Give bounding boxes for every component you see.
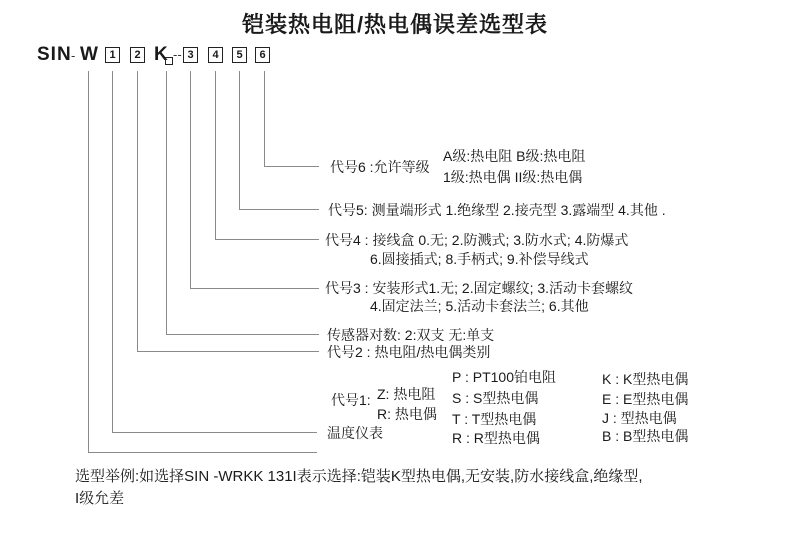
model-code-digit-box-1: 1 [105,47,120,63]
branch-label-code4: 代号4 : 接线盒 0.无; 2.防溅式; 3.防水式; 4.防爆式 [325,232,629,248]
branch-label-code5: 代号5: 测量端形式 1.绝缘型 2.接壳型 3.露端型 4.其他 . [328,202,666,218]
model-code-letter-w: W [80,44,99,65]
example-line1: 选型举例:如选择SIN -WRKK 131I表示选择:铠装K型热电偶,无安装,防水接线盒,绝缘型, [75,468,643,485]
sensor-type-item: B : B型热电偶 [602,428,689,444]
model-code-digit-box-6: 6 [255,47,270,63]
code6-detail-line1: A级:热电阻 B级:热电阻 [443,148,586,164]
branch-label-code1: 代号1: [331,392,371,408]
branch-label-sensor-pairs: 传感器对数: 2:双支 无:单支 [327,327,495,343]
branch-label-code3: 代号3 : 安装形式1.无; 2.固定螺纹; 3.活动卡套螺纹 [325,280,634,296]
code1-option-r: R: 热电偶 [377,406,437,422]
branch-label-instrument: 温度仪表 [327,425,383,441]
model-code-letter-k: K [154,44,169,65]
page-title: 铠装热电阻/热电偶误差选型表 [241,12,549,37]
branch-label-code6: 代号6 :允许等级 [330,159,430,175]
connector-line-code6 [264,71,319,167]
model-code-digit-box-4: 4 [208,47,223,63]
code1-option-z: Z: 热电阻 [377,386,436,402]
sensor-type-item: J : 型热电偶 [602,410,677,426]
model-code-separator1: - [71,48,76,63]
sensor-type-item: R : R型热电偶 [452,430,540,446]
code6-detail-line2: 1级:热电偶 II级:热电偶 [443,169,583,185]
model-code-digit-box-5: 5 [232,47,247,63]
sensor-type-item: K : K型热电偶 [602,371,689,387]
sensor-type-item: S : S型热电偶 [452,390,539,406]
code4-line2: 6.圆接插式; 8.手柄式; 9.补偿导线式 [370,251,589,267]
branch-label-code2: 代号2 : 热电阻/热电偶类别 [327,344,491,360]
model-code-digit-box-2: 2 [130,47,145,63]
code3-line2: 4.固定法兰; 5.活动卡套法兰; 6.其他 [370,298,589,314]
placeholder-box [165,57,173,65]
sensor-type-item: P : PT100铂电阻 [452,369,557,385]
example-line2: I级允差 [75,490,125,507]
model-code-separator2: -- [173,47,182,62]
sensor-type-item: E : E型热电偶 [602,391,689,407]
model-code-digit-box-3: 3 [183,47,198,63]
model-code-prefix: SIN [37,44,72,65]
sensor-type-item: T : T型热电偶 [452,411,537,427]
